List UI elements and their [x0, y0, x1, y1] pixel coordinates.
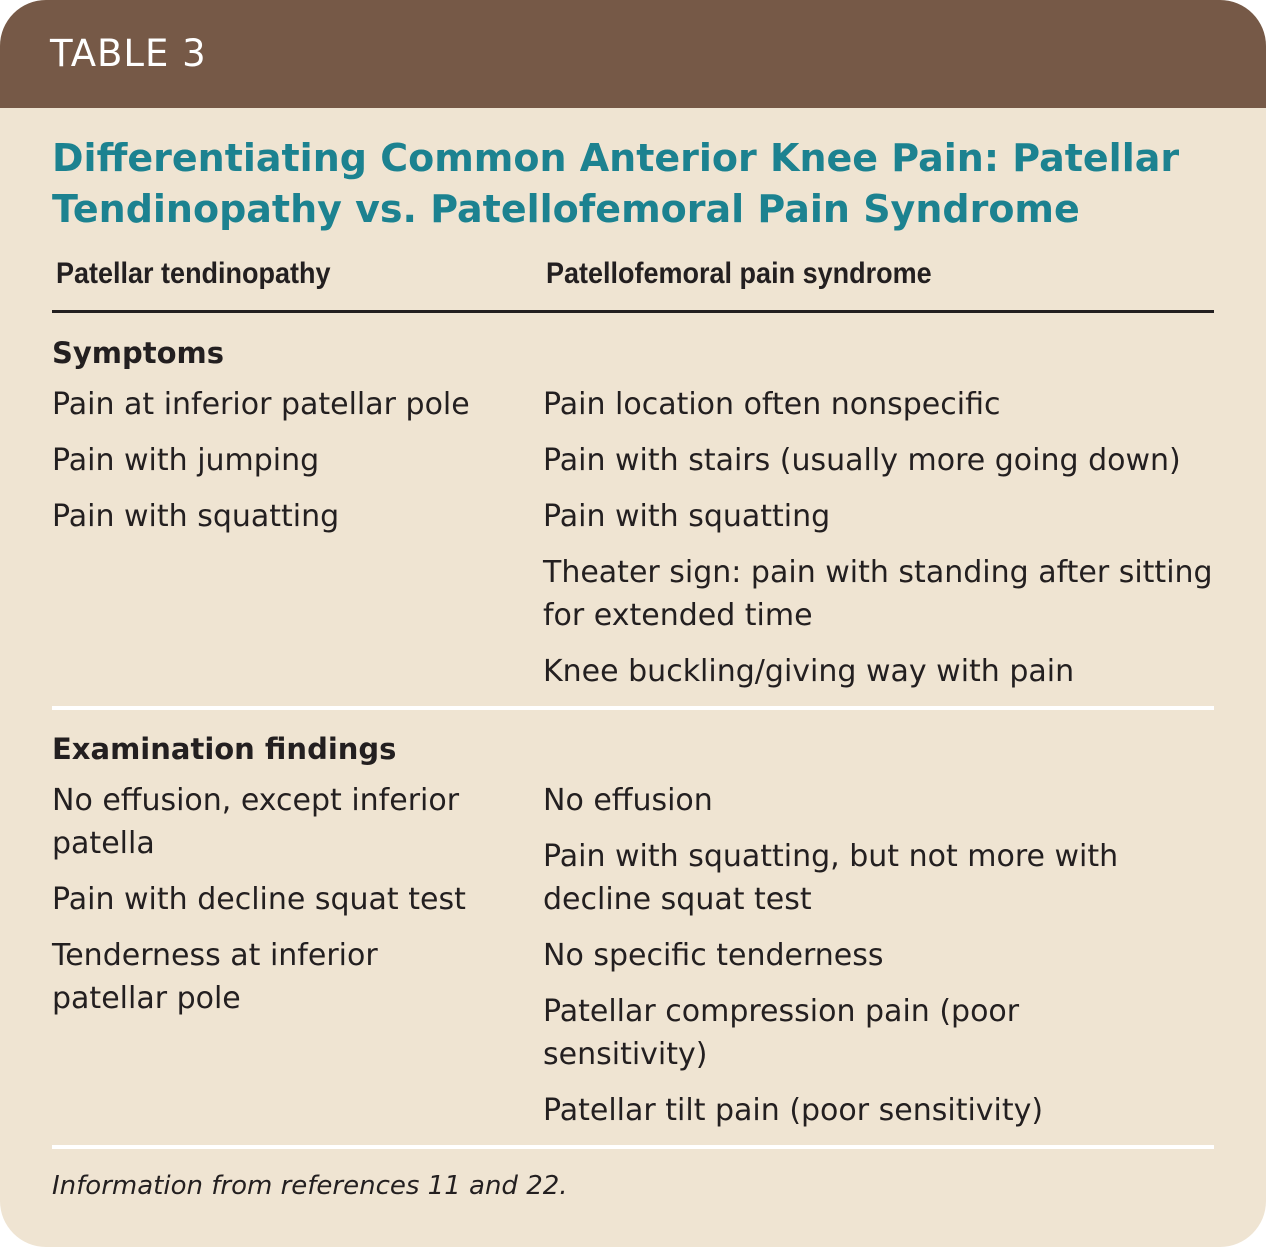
symptoms-tendinopathy-list [52, 383, 512, 551]
exam-tendinopathy-list [52, 779, 512, 1033]
list-item: Knee buckling/giving way with pain [543, 654, 1075, 689]
header-divider [52, 310, 1214, 313]
list-item: Pain with decline squat test [52, 882, 466, 917]
footer-divider [52, 1145, 1214, 1149]
column-header-patellofemoral-pain-syndrome: Patellofemoral pain syndrome [546, 257, 932, 290]
table-label: TABLE 3 [50, 32, 207, 75]
section-title-examination-findings: Examination findings [52, 732, 397, 766]
list-item: Pain location often nonspecific [543, 387, 1001, 422]
list-item: No specific tenderness [543, 938, 884, 973]
list-item: Patellar compression pain (poor sensitivity) [543, 994, 1020, 1072]
table-label-bar [0, 0, 1266, 108]
section-title-symptoms: Symptoms [52, 336, 225, 370]
list-item: Patellar tilt pain (poor sensitivity) [543, 1093, 1044, 1128]
list-item: No effusion, except inferior patella [52, 783, 460, 861]
list-item: Theater sign: pain with standing after sitting for extended time [543, 555, 1213, 633]
list-item: Pain with jumping [52, 443, 320, 478]
section-divider [52, 706, 1214, 710]
list-item: Pain with squatting [543, 499, 831, 534]
list-item: No effusion [543, 783, 713, 818]
list-item: Pain with stairs (usually more going down) [543, 443, 1181, 478]
list-item: Pain at inferior patellar pole [52, 387, 470, 422]
column-header-patellar-tendinopathy: Patellar tendinopathy [56, 257, 331, 290]
table-title: Differentiating Common Anterior Knee Pain: Patellar Tendinopathy vs. Patellofemoral Pain Syndrome [52, 136, 1180, 231]
exam-patellofemoral-list [543, 779, 1233, 1145]
symptoms-patellofemoral-list [543, 383, 1233, 706]
footnote: Information from references 11 and 22. [52, 1171, 568, 1201]
list-item: Tenderness at inferior patellar pole [52, 938, 378, 1016]
list-item: Pain with squatting, but not more with decline squat test [543, 839, 1119, 917]
list-item: Pain with squatting [52, 499, 340, 534]
